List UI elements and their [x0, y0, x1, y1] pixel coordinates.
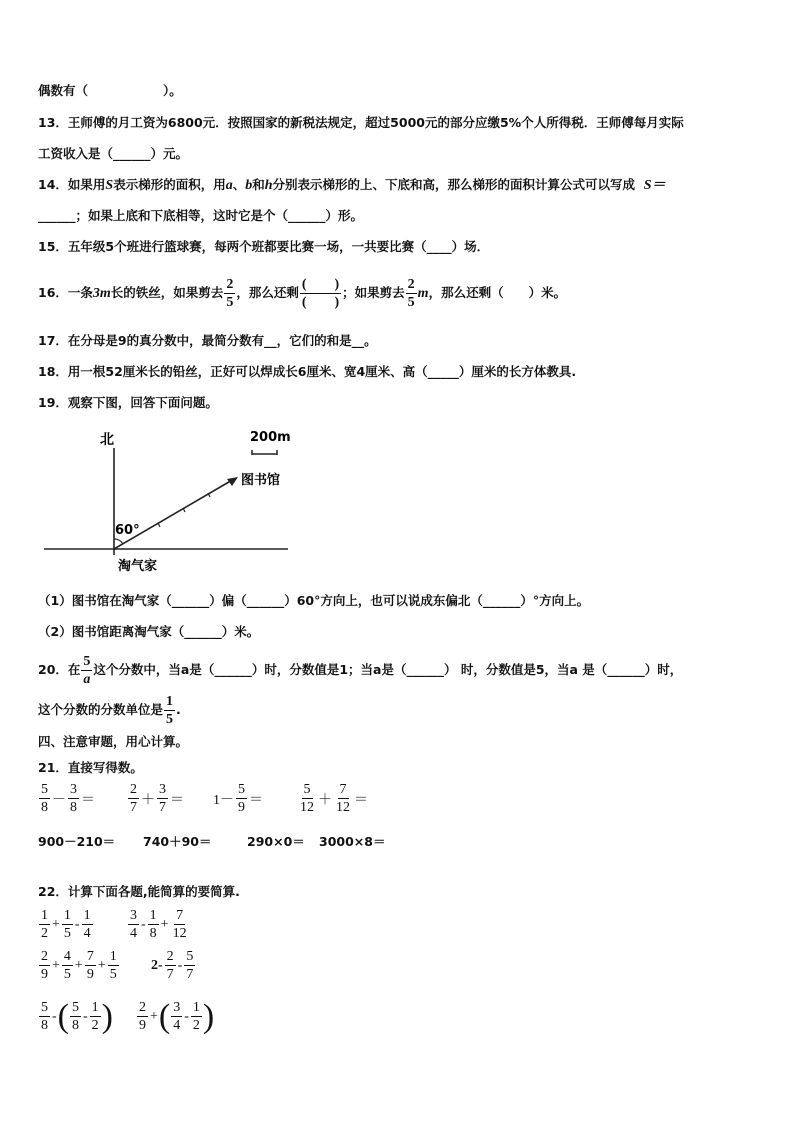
q21-e4-a-den: 12 — [300, 800, 314, 815]
q22-e5-left-paren: ( — [57, 998, 69, 1035]
q22-e3-op1: + — [52, 958, 60, 973]
q20-prefix: 20．在 — [38, 662, 81, 677]
q22-e2-op1: - — [141, 917, 146, 932]
q22-e5-f2 — [70, 1001, 81, 1033]
q14-formula-s: S＝ — [643, 178, 666, 193]
q16-blank-fraction — [300, 278, 341, 310]
q21-e2-eq: ＝ — [170, 793, 184, 808]
q22-e2-f3-num: 7 — [176, 908, 184, 923]
library-label: 图书馆 — [241, 473, 281, 488]
q21-e3-b-num: 5 — [238, 782, 245, 797]
q22-e2-f1-num: 3 — [130, 908, 137, 923]
q22-e6-f2-den: 4 — [173, 1018, 181, 1033]
q22-e2-f2-num: 1 — [149, 908, 157, 923]
q16-fraction-2-den: 5 — [407, 294, 415, 310]
q16-blank-num: ( ) — [301, 276, 340, 292]
q22-e1-f2 — [62, 909, 73, 941]
q22-e4-lead: 2- — [151, 958, 163, 973]
q22-e1-f1-num: 1 — [41, 908, 48, 923]
q21-expr-4 — [297, 783, 369, 815]
q15: 15．五年级5个班进行篮球赛，每两个班都要比赛一场，一共要比赛（____）场． — [38, 239, 490, 254]
q22-e5-op2: - — [83, 1009, 88, 1024]
q14-text1: 表示梯形的面积，用 — [113, 177, 226, 192]
q21-expr-2 — [127, 783, 185, 815]
q22-e5-f1 — [39, 1001, 50, 1033]
q18: 18．用一根52厘米长的铅丝，正好可以焊成长6厘米、宽4厘米、高（_____）厘米的长方体教具. — [38, 364, 577, 379]
q22-e2-f3-den: 12 — [172, 926, 187, 941]
q22-e4-f1 — [165, 950, 176, 982]
q19-title: 19．观察下图，回答下面问题。 — [38, 395, 218, 410]
q21-e4-a-num: 5 — [303, 782, 311, 797]
q22-e5-f2-den: 8 — [72, 1018, 79, 1033]
q22-e1-f2-den: 5 — [63, 926, 71, 941]
q16-text2: ，那么还剩 — [236, 285, 299, 300]
q22-e2-f1 — [128, 909, 139, 941]
q22-e6-op2: - — [184, 1009, 189, 1024]
q21-e2-frac-b — [157, 783, 168, 815]
q22-e5-right-paren: ) — [101, 998, 113, 1035]
q22-e3-f2-den: 5 — [63, 967, 71, 982]
q22-e4-f1-num: 2 — [166, 949, 174, 964]
q22-e1-f1 — [39, 909, 50, 941]
q14-var-b: b — [245, 178, 253, 193]
q22-e3-f1-den: 9 — [41, 967, 48, 982]
q21-e1-op: － — [52, 793, 66, 808]
q21-title: 21．直接写得数。 — [38, 760, 143, 775]
q21-e4-b-num: 7 — [339, 782, 347, 797]
q21-e3-frac-b — [236, 783, 247, 815]
q22-e3-f2 — [62, 950, 73, 982]
q22-e5-f3-num: 1 — [91, 1000, 99, 1015]
q16 — [38, 270, 566, 317]
q22-e6-f2 — [171, 1001, 182, 1033]
q21-e2-b-num: 3 — [159, 782, 166, 797]
q22-e1-op2: - — [74, 917, 80, 932]
q21-expr-3 — [212, 783, 264, 815]
q22-e4-f2-den: 7 — [186, 967, 194, 982]
q22-e3-f4-den: 5 — [109, 967, 117, 982]
q22-e6-f3-den: 2 — [192, 1018, 200, 1033]
q14-var-h: h — [264, 178, 273, 193]
section4-title: 四、注意审题，用心计算。 — [38, 734, 189, 749]
q21-e4-frac-a — [298, 783, 316, 815]
q14-text3: 分别表示梯形的上、下底和高，那么梯形的面积计算公式可以写成 — [272, 177, 636, 192]
q20-fraction-num: 5 — [83, 653, 91, 669]
q14-prefix: 14．如果用 — [38, 177, 106, 192]
q13-line1: 13．王师傅的月工资为6800元．按照国家的新税法规定，超过5000元的部分应缴5%个人所得税．王师傅每月实际 — [38, 115, 684, 130]
q22-expr-3 — [38, 950, 120, 982]
q21-e1-a-num: 5 — [41, 782, 48, 797]
q14-line2: ______；如果上底和下底相等，这时它是个（______）形。 — [38, 208, 364, 223]
q21-e1-frac-b — [68, 783, 79, 815]
q21-e3-lead: 1－ — [213, 793, 234, 808]
q22-e3-f2-num: 4 — [63, 949, 71, 964]
q20-fraction — [81, 655, 92, 687]
q22-e5-f2-num: 5 — [72, 1000, 79, 1015]
q21-e1-eq: ＝ — [81, 793, 95, 808]
q16-prefix: 16．一条 — [38, 285, 93, 300]
q22-expr-4 — [150, 950, 196, 982]
q22-e6-f2-num: 3 — [173, 1000, 181, 1015]
q21-e4-frac-b — [334, 783, 352, 815]
q16-fraction-1-den: 5 — [226, 294, 234, 310]
q14-var-a: a — [225, 178, 233, 193]
q22-e1-f3-num: 1 — [83, 908, 91, 923]
q22-e5-f1-num: 5 — [41, 1000, 48, 1015]
q16-fraction-1-num: 2 — [226, 276, 234, 292]
q22-e1-f3 — [82, 909, 93, 941]
q22-expr-2 — [127, 909, 190, 941]
q22-e2-f2-den: 8 — [149, 926, 157, 941]
q21-expr-1 — [38, 783, 96, 815]
q19-sub1: （1）图书馆在淘气家（______）偏（______）60°方向上，也可以说成东偏北（______）°方向上。 — [38, 593, 590, 608]
home-label: 淘气家 — [118, 559, 158, 574]
scale-label: 200m — [250, 430, 291, 445]
q21-int-3: 290×0＝ — [247, 834, 305, 849]
north-label: 北 — [100, 432, 114, 448]
q22-e3-op2: + — [74, 958, 83, 973]
q22-e6-f1 — [137, 1001, 148, 1033]
q20-fraction-den: a — [83, 671, 91, 687]
q22-e1-f2-num: 1 — [63, 908, 71, 923]
q20-unit-num: 1 — [166, 693, 174, 709]
q22-e6-f3 — [191, 1001, 202, 1033]
q21-e2-a-num: 2 — [130, 782, 137, 797]
q22-e4-op1: - — [177, 958, 183, 973]
q22-e6-left-paren: ( — [158, 998, 171, 1035]
q22-title: 22．计算下面各题,能简算的要简算. — [38, 884, 240, 899]
q14-line1 — [38, 176, 666, 195]
q16-unit: m — [417, 286, 429, 301]
q22-e5-f3 — [90, 1001, 101, 1033]
q22-e3-f3 — [85, 950, 96, 982]
q21-e1-b-num: 3 — [70, 782, 77, 797]
q21-e1-a-den: 8 — [41, 800, 48, 815]
q22-e1-f3-den: 4 — [83, 926, 91, 941]
q16-text4: ，那么还剩（ ）米。 — [428, 285, 567, 300]
q22-e6-f3-num: 1 — [192, 1000, 200, 1015]
q22-e6-f1-den: 9 — [139, 1018, 146, 1033]
q22-e2-f2 — [148, 909, 159, 941]
q21-e4-b-den: 12 — [336, 800, 350, 815]
q21-e4-eq: ＝ — [354, 793, 368, 808]
q22-e3-f1-num: 2 — [41, 949, 48, 964]
q21-e2-b-den: 7 — [159, 800, 166, 815]
q22-e2-f3 — [171, 909, 189, 941]
q21-e4-op: ＋ — [318, 793, 332, 808]
q22-e3-f3-num: 7 — [86, 949, 94, 964]
q22-e6-op1: + — [150, 1009, 158, 1024]
compass-diagram — [38, 420, 298, 580]
q22-e2-f1-den: 4 — [130, 926, 137, 941]
q22-e3-f1 — [39, 950, 50, 982]
q21-e3-eq: ＝ — [249, 793, 263, 808]
q12-tail: 偶数有（ ）。 — [38, 83, 182, 98]
q21-e1-b-den: 8 — [70, 800, 77, 815]
q20-end: . — [176, 702, 181, 717]
q14-sep: 、 — [232, 177, 246, 192]
q20-unit-fraction — [164, 695, 175, 727]
q17: 17．在分母是9的真分数中，最简分数有__，它们的和是__。 — [38, 333, 377, 348]
q22-e1-f1-den: 2 — [41, 926, 48, 941]
q19-sub2: （2）图书馆距离淘气家（______）米。 — [38, 624, 260, 639]
q16-text1: 长的铁丝，如果剪去 — [110, 285, 224, 300]
angle-arc — [114, 539, 123, 544]
q21-int-1: 900－210＝ — [38, 834, 116, 849]
q21-e2-op: ＋ — [141, 793, 155, 808]
q22-e5-op1: - — [52, 1009, 57, 1024]
q16-blank-den: ( ) — [301, 294, 340, 310]
q22-e3-f4-num: 1 — [109, 949, 117, 964]
q16-text3: ；如果剪去 — [342, 285, 405, 300]
q20-line2 — [38, 690, 181, 730]
q16-fraction-1 — [224, 278, 235, 310]
q22-expr-1 — [38, 909, 94, 941]
q21-e1-frac-a — [39, 783, 50, 815]
q20-line2-text: 这个分数的分数单位是 — [38, 702, 164, 717]
q22-expr-5 — [38, 1000, 113, 1034]
q16-fraction-2-num: 2 — [407, 276, 415, 292]
q20-line1 — [38, 650, 682, 690]
q20-unit-den: 5 — [166, 711, 174, 727]
q21-int-4: 3000×8＝ — [319, 834, 386, 849]
q21-e2-a-den: 7 — [130, 800, 137, 815]
q22-e3-f3-den: 9 — [86, 967, 94, 982]
q20-text1: 这个分数中，当a是（______）时，分数值是1；当a是（______） 时，分数值是5，当a 是（______）时， — [93, 662, 683, 677]
q22-e6-right-paren: ) — [202, 998, 215, 1035]
q14-var-s: S — [105, 178, 114, 193]
q22-e3-op3: + — [97, 958, 106, 973]
q22-e2-op2: + — [160, 917, 169, 932]
q21-e2-frac-a — [128, 783, 139, 815]
q21-e3-b-den: 9 — [238, 800, 245, 815]
q22-e1-op1: + — [52, 917, 60, 932]
q22-e5-f3-den: 2 — [91, 1018, 99, 1033]
q16-fraction-2 — [406, 278, 417, 310]
q22-e4-f2-num: 5 — [186, 949, 194, 964]
q14-text2: 和 — [252, 177, 265, 192]
q22-e3-f4 — [108, 950, 119, 982]
q22-expr-6 — [136, 1000, 214, 1034]
q21-int-2: 740＋90＝ — [143, 834, 212, 849]
angle-label: 60° — [115, 523, 140, 538]
library-ray — [114, 479, 234, 549]
q22-e4-f1-den: 7 — [166, 967, 174, 982]
q22-e5-f1-den: 8 — [41, 1018, 48, 1033]
q16-length: 3m — [92, 286, 111, 301]
q13-line2: 工资收入是（______）元。 — [38, 146, 189, 161]
q22-e4-f2 — [184, 950, 195, 982]
q22-e6-f1-num: 2 — [139, 1000, 146, 1015]
